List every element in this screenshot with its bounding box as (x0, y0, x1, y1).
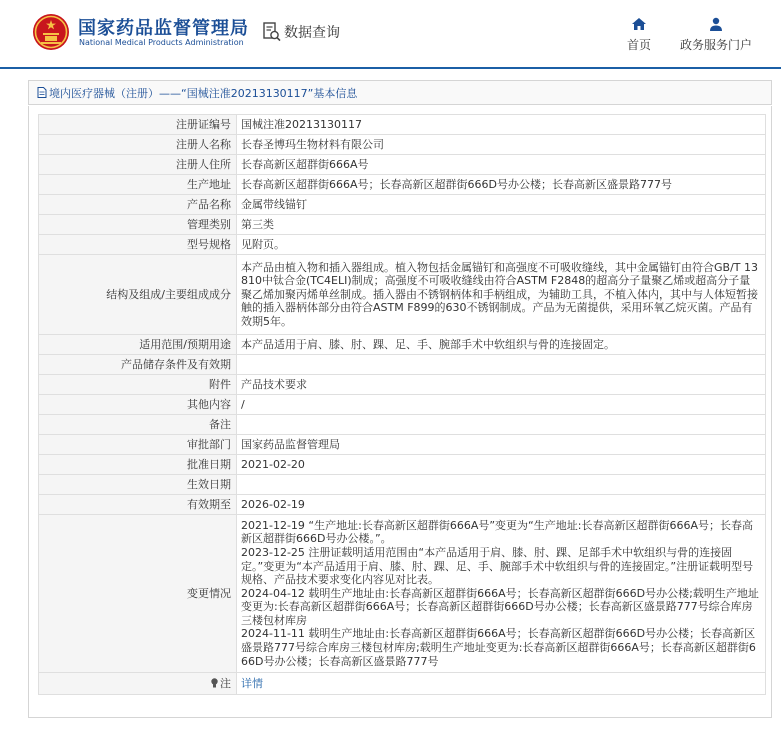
table-row (39, 355, 766, 375)
lightbulb-icon (211, 678, 218, 688)
field-label: 其他内容 (39, 395, 237, 415)
table-row (39, 115, 766, 135)
table-row (39, 495, 766, 515)
field-label: 生效日期 (39, 475, 237, 495)
org-name-en: National Medical Products Administration (79, 38, 244, 47)
user-icon (708, 16, 724, 32)
record-table (38, 114, 766, 695)
field-label: 备注 (39, 415, 237, 435)
field-value (237, 415, 766, 435)
change-entry: 2024-11-11 载明生产地址由:长春高新区超群街666A号；长春高新区超群街666D号办公楼；长春高新区盛景路777号综合库房三楼包材库房;载明生产地址变更为:长春高新区超群街666A号；长春高新区超群街666D号办公楼；长春高新区盛景路777号 (241, 627, 756, 668)
field-value: 本产品由植入物和插入器组成。植入物包括金属锚钉和高强度不可吸收缝线，其中金属锚钉由符合GB/T 13810中钛合金(TC4ELI)制成；高强度不可吸收缝线由符合ASTM F2848的超高分子量聚乙烯或超高分子量聚乙烯加聚丙烯单丝制成。插入器由不锈钢柄体和手柄组成，为辅助工具，不植入体内，其中与人体短暂接触的插入器柄体部分由符合ASTM F899的630不锈钢制成。产品为无菌提供，采用环氧乙烷灭菌。产品有效期5年。 (237, 255, 766, 335)
field-label: 批准日期 (39, 455, 237, 475)
field-value: 长春圣博玛生物材料有限公司 (237, 135, 766, 155)
field-label: 适用范围/预期用途 (39, 335, 237, 355)
data-query-label: 数据查询 (284, 25, 340, 41)
field-value: 长春高新区超群街666A号 (237, 155, 766, 175)
table-row (39, 255, 766, 335)
field-value: 第三类 (237, 215, 766, 235)
nav-home[interactable] (627, 16, 651, 53)
breadcrumb (28, 80, 772, 105)
field-label: 注册人住所 (39, 155, 237, 175)
table-row (39, 175, 766, 195)
table-row (39, 395, 766, 415)
table-row (39, 335, 766, 355)
changes-label: 变更情况 (39, 515, 237, 673)
table-row (39, 195, 766, 215)
field-label: 附件 (39, 375, 237, 395)
data-query-icon (263, 22, 281, 42)
table-row (39, 155, 766, 175)
home-icon (631, 16, 647, 32)
field-value: 2026-02-19 (237, 495, 766, 515)
header-divider (0, 67, 781, 69)
field-label: 型号规格 (39, 235, 237, 255)
site-header (0, 0, 781, 67)
table-row (39, 515, 766, 673)
change-entry: 2023-12-25 注册证载明适用范围由“本产品适用于肩、膝、肘、踝、足部手术中软组织与骨的连接固定。”变更为“本产品适用于肩、膝、肘、踝、足、手、腕部手术中软组织与骨的连接固定。”注册证载明型号规格、产品技术要求变化内容见对比表。 (241, 545, 754, 587)
field-label: 生产地址 (39, 175, 237, 195)
field-value (237, 475, 766, 495)
nav-service-portal-label: 政务服务门户 (680, 38, 753, 52)
table-row (39, 673, 766, 695)
national-emblem-icon (32, 13, 70, 51)
field-value: 国家药品监督管理局 (237, 435, 766, 455)
table-row (39, 215, 766, 235)
table-row (39, 135, 766, 155)
field-label: 产品储存条件及有效期 (39, 355, 237, 375)
table-row (39, 375, 766, 395)
field-label: 注册人名称 (39, 135, 237, 155)
breadcrumb-text: 境内医疗器械（注册）——“国械注准20213130117”基本信息 (49, 86, 358, 100)
document-icon (37, 87, 47, 98)
note-value (237, 673, 766, 695)
field-value: 产品技术要求 (237, 375, 766, 395)
field-value: / (237, 395, 766, 415)
field-value: 2021-02-20 (237, 455, 766, 475)
nav-home-label: 首页 (627, 38, 652, 52)
data-query-link[interactable] (263, 21, 340, 43)
field-value: 金属带线锚钉 (237, 195, 766, 215)
note-label-cell (39, 673, 237, 695)
field-label: 结构及组成/主要组成成分 (39, 255, 237, 335)
table-row (39, 415, 766, 435)
field-value: 国械注准20213130117 (237, 115, 766, 135)
changes-value (237, 515, 766, 673)
nav-service-portal[interactable] (680, 16, 752, 53)
detail-link[interactable]: 详情 (241, 676, 263, 690)
table-row (39, 235, 766, 255)
field-value: 见附页。 (237, 235, 766, 255)
table-row (39, 455, 766, 475)
field-value: 本产品适用于肩、膝、肘、踝、足、手、腕部手术中软组织与骨的连接固定。 (237, 335, 766, 355)
field-label: 有效期至 (39, 495, 237, 515)
change-entry: 2024-04-12 载明生产地址由:长春高新区超群街666A号；长春高新区超群街666D号办公楼;载明生产地址变更为:长春高新区超群街666A号；长春高新区超群街666D号办公楼；长春高新区盛景路777号综合库房三楼包材库房 (241, 586, 759, 627)
change-entry: 2021-12-19 “生产地址:长春高新区超群街666A号”变更为“生产地址:长春高新区超群街666A号；长春高新区超群街666D号办公楼。”。 (241, 518, 753, 546)
field-label: 注册证编号 (39, 115, 237, 135)
field-label: 管理类别 (39, 215, 237, 235)
field-value: 长春高新区超群街666A号；长春高新区超群街666D号办公楼；长春高新区盛景路777号 (237, 175, 766, 195)
note-label: 注 (220, 676, 231, 690)
field-value (237, 355, 766, 375)
table-row (39, 435, 766, 455)
field-label: 产品名称 (39, 195, 237, 215)
field-label: 审批部门 (39, 435, 237, 455)
org-name: 国家药品监督管理局 (78, 18, 249, 39)
table-row (39, 475, 766, 495)
